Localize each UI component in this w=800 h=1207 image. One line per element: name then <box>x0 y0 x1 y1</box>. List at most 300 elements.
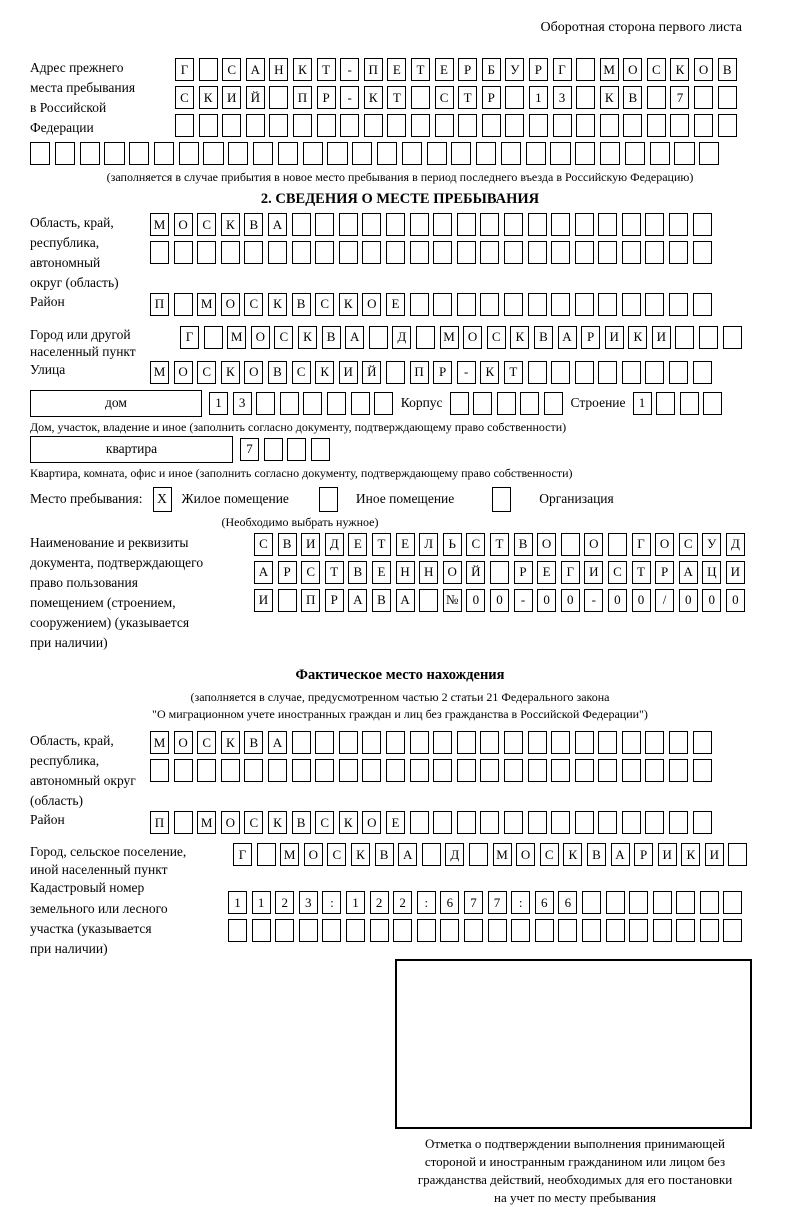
char-cell[interactable]: О <box>362 293 381 316</box>
char-cell[interactable] <box>433 241 452 264</box>
char-cell[interactable]: И <box>339 361 358 384</box>
char-cell[interactable] <box>718 86 737 109</box>
char-cell[interactable] <box>606 919 625 942</box>
char-cell[interactable] <box>693 759 712 782</box>
char-cell[interactable] <box>278 142 298 165</box>
char-cell[interactable] <box>450 392 469 415</box>
char-cell[interactable]: 6 <box>558 891 577 914</box>
char-cell[interactable]: П <box>301 589 320 612</box>
char-cell[interactable]: О <box>244 361 263 384</box>
char-cell[interactable] <box>377 142 397 165</box>
char-cell[interactable]: А <box>611 843 630 866</box>
char-cell[interactable] <box>387 114 406 137</box>
char-cell[interactable] <box>700 891 719 914</box>
char-cell[interactable] <box>501 142 521 165</box>
char-cell[interactable]: К <box>364 86 383 109</box>
char-cell[interactable] <box>482 114 501 137</box>
char-cell[interactable] <box>693 361 712 384</box>
char-cell[interactable]: В <box>372 589 391 612</box>
char-cell[interactable] <box>370 919 389 942</box>
char-cell[interactable]: Т <box>325 561 344 584</box>
char-cell[interactable] <box>480 293 499 316</box>
char-cell[interactable] <box>551 241 570 264</box>
oblast-row-2[interactable] <box>150 241 800 264</box>
prev-address-row-3[interactable] <box>175 114 800 137</box>
char-cell[interactable]: С <box>175 86 194 109</box>
char-cell[interactable] <box>311 438 330 461</box>
char-cell[interactable]: С <box>327 843 346 866</box>
char-cell[interactable]: Р <box>325 589 344 612</box>
char-cell[interactable] <box>299 919 318 942</box>
char-cell[interactable] <box>480 811 499 834</box>
char-cell[interactable]: М <box>150 731 169 754</box>
char-cell[interactable] <box>600 114 619 137</box>
house-number-cells[interactable] <box>209 392 398 415</box>
char-cell[interactable]: К <box>480 361 499 384</box>
char-cell[interactable]: О <box>251 326 270 349</box>
char-cell[interactable] <box>650 142 670 165</box>
char-cell[interactable]: К <box>681 843 700 866</box>
char-cell[interactable] <box>315 241 334 264</box>
char-cell[interactable]: И <box>222 86 241 109</box>
char-cell[interactable]: Р <box>317 86 336 109</box>
char-cell[interactable] <box>293 114 312 137</box>
char-cell[interactable]: 1 <box>228 891 247 914</box>
char-cell[interactable]: М <box>493 843 512 866</box>
char-cell[interactable] <box>451 142 471 165</box>
char-cell[interactable]: К <box>298 326 317 349</box>
char-cell[interactable] <box>480 241 499 264</box>
char-cell[interactable] <box>669 361 688 384</box>
char-cell[interactable] <box>575 142 595 165</box>
char-cell[interactable]: В <box>244 213 263 236</box>
char-cell[interactable] <box>269 86 288 109</box>
char-cell[interactable] <box>364 114 383 137</box>
char-cell[interactable] <box>386 213 405 236</box>
char-cell[interactable] <box>600 142 620 165</box>
char-cell[interactable]: 1 <box>633 392 652 415</box>
char-cell[interactable]: И <box>254 589 273 612</box>
char-cell[interactable] <box>504 241 523 264</box>
char-cell[interactable] <box>645 213 664 236</box>
char-cell[interactable] <box>154 142 174 165</box>
char-cell[interactable]: : <box>322 891 341 914</box>
char-cell[interactable] <box>386 759 405 782</box>
char-cell[interactable]: 6 <box>440 891 459 914</box>
char-cell[interactable] <box>327 142 347 165</box>
char-cell[interactable] <box>647 114 666 137</box>
char-cell[interactable] <box>280 392 299 415</box>
char-cell[interactable]: С <box>244 293 263 316</box>
char-cell[interactable] <box>718 114 737 137</box>
char-cell[interactable] <box>433 213 452 236</box>
char-cell[interactable]: 0 <box>726 589 745 612</box>
char-cell[interactable] <box>362 213 381 236</box>
char-cell[interactable] <box>598 213 617 236</box>
char-cell[interactable] <box>669 731 688 754</box>
char-cell[interactable] <box>645 293 664 316</box>
char-cell[interactable]: И <box>584 561 603 584</box>
char-cell[interactable] <box>179 142 199 165</box>
char-cell[interactable] <box>598 811 617 834</box>
char-cell[interactable] <box>246 114 265 137</box>
char-cell[interactable]: : <box>417 891 436 914</box>
char-cell[interactable] <box>416 326 435 349</box>
raion-row[interactable] <box>150 293 716 316</box>
char-cell[interactable]: М <box>227 326 246 349</box>
char-cell[interactable] <box>575 293 594 316</box>
char-cell[interactable]: А <box>558 326 577 349</box>
char-cell[interactable] <box>346 919 365 942</box>
char-cell[interactable]: Е <box>386 811 405 834</box>
char-cell[interactable] <box>264 438 283 461</box>
char-cell[interactable] <box>473 392 492 415</box>
char-cell[interactable] <box>676 919 695 942</box>
char-cell[interactable] <box>551 361 570 384</box>
char-cell[interactable]: 0 <box>702 589 721 612</box>
document-row-3[interactable] <box>254 589 800 612</box>
char-cell[interactable]: С <box>292 361 311 384</box>
gorod-row[interactable] <box>180 326 746 349</box>
char-cell[interactable] <box>575 759 594 782</box>
char-cell[interactable]: М <box>197 811 216 834</box>
document-row-2[interactable] <box>254 561 800 584</box>
char-cell[interactable]: Р <box>458 58 477 81</box>
char-cell[interactable]: С <box>540 843 559 866</box>
char-cell[interactable] <box>315 759 334 782</box>
char-cell[interactable]: О <box>463 326 482 349</box>
char-cell[interactable]: Д <box>325 533 344 556</box>
char-cell[interactable]: В <box>534 326 553 349</box>
char-cell[interactable] <box>469 843 488 866</box>
char-cell[interactable] <box>104 142 124 165</box>
char-cell[interactable] <box>204 326 223 349</box>
char-cell[interactable]: С <box>466 533 485 556</box>
char-cell[interactable]: Е <box>372 561 391 584</box>
char-cell[interactable]: - <box>584 589 603 612</box>
char-cell[interactable] <box>410 241 429 264</box>
char-cell[interactable] <box>417 919 436 942</box>
char-cell[interactable]: Й <box>466 561 485 584</box>
char-cell[interactable]: И <box>726 561 745 584</box>
char-cell[interactable] <box>339 241 358 264</box>
char-cell[interactable]: В <box>244 731 263 754</box>
char-cell[interactable] <box>174 811 193 834</box>
char-cell[interactable] <box>292 759 311 782</box>
char-cell[interactable]: А <box>345 326 364 349</box>
char-cell[interactable]: 0 <box>537 589 556 612</box>
char-cell[interactable]: 7 <box>464 891 483 914</box>
char-cell[interactable]: В <box>348 561 367 584</box>
char-cell[interactable]: К <box>221 731 240 754</box>
char-cell[interactable]: 1 <box>346 891 365 914</box>
char-cell[interactable] <box>575 811 594 834</box>
char-cell[interactable] <box>497 392 516 415</box>
char-cell[interactable] <box>528 241 547 264</box>
char-cell[interactable] <box>551 759 570 782</box>
prev-address-row-4[interactable] <box>30 142 800 165</box>
char-cell[interactable]: К <box>221 213 240 236</box>
char-cell[interactable] <box>221 759 240 782</box>
char-cell[interactable] <box>676 891 695 914</box>
char-cell[interactable]: В <box>587 843 606 866</box>
char-cell[interactable]: С <box>274 326 293 349</box>
checkbox-inoe[interactable] <box>319 487 338 512</box>
char-cell[interactable]: - <box>457 361 476 384</box>
char-cell[interactable] <box>422 843 441 866</box>
char-cell[interactable] <box>520 392 539 415</box>
char-cell[interactable]: С <box>197 731 216 754</box>
char-cell[interactable] <box>150 759 169 782</box>
char-cell[interactable]: О <box>655 533 674 556</box>
char-cell[interactable] <box>699 142 719 165</box>
char-cell[interactable]: О <box>174 731 193 754</box>
char-cell[interactable] <box>386 361 405 384</box>
char-cell[interactable]: 6 <box>535 891 554 914</box>
char-cell[interactable]: Д <box>726 533 745 556</box>
char-cell[interactable] <box>228 142 248 165</box>
char-cell[interactable]: О <box>174 213 193 236</box>
char-cell[interactable]: К <box>563 843 582 866</box>
char-cell[interactable] <box>645 759 664 782</box>
char-cell[interactable]: Н <box>396 561 415 584</box>
char-cell[interactable]: - <box>340 86 359 109</box>
char-cell[interactable]: Е <box>435 58 454 81</box>
char-cell[interactable]: О <box>584 533 603 556</box>
oblast-row-1[interactable] <box>150 213 800 236</box>
char-cell[interactable] <box>700 919 719 942</box>
char-cell[interactable]: О <box>537 533 556 556</box>
char-cell[interactable] <box>244 759 263 782</box>
char-cell[interactable]: С <box>197 213 216 236</box>
char-cell[interactable]: 7 <box>488 891 507 914</box>
char-cell[interactable] <box>526 142 546 165</box>
char-cell[interactable] <box>693 293 712 316</box>
char-cell[interactable] <box>362 759 381 782</box>
char-cell[interactable]: 0 <box>679 589 698 612</box>
char-cell[interactable]: 0 <box>632 589 651 612</box>
char-cell[interactable]: П <box>293 86 312 109</box>
char-cell[interactable]: Т <box>632 561 651 584</box>
char-cell[interactable]: Е <box>386 293 405 316</box>
char-cell[interactable] <box>606 891 625 914</box>
char-cell[interactable] <box>253 142 273 165</box>
char-cell[interactable] <box>129 142 149 165</box>
char-cell[interactable] <box>693 731 712 754</box>
fact-oblast-row-2[interactable] <box>150 759 800 782</box>
char-cell[interactable] <box>645 361 664 384</box>
char-cell[interactable]: М <box>280 843 299 866</box>
char-cell[interactable] <box>292 241 311 264</box>
char-cell[interactable] <box>504 293 523 316</box>
char-cell[interactable]: Е <box>537 561 556 584</box>
char-cell[interactable]: Р <box>655 561 674 584</box>
char-cell[interactable]: С <box>197 361 216 384</box>
char-cell[interactable]: 1 <box>209 392 228 415</box>
char-cell[interactable]: 3 <box>233 392 252 415</box>
char-cell[interactable] <box>315 213 334 236</box>
char-cell[interactable] <box>327 392 346 415</box>
char-cell[interactable]: 3 <box>553 86 572 109</box>
prev-address-row-2[interactable] <box>175 86 800 109</box>
char-cell[interactable]: Ь <box>443 533 462 556</box>
char-cell[interactable]: М <box>600 58 619 81</box>
char-cell[interactable]: 0 <box>466 589 485 612</box>
char-cell[interactable]: О <box>443 561 462 584</box>
char-cell[interactable] <box>440 919 459 942</box>
char-cell[interactable]: Г <box>233 843 252 866</box>
char-cell[interactable] <box>598 759 617 782</box>
document-row-1[interactable] <box>254 533 800 556</box>
ulitsa-row[interactable] <box>150 361 716 384</box>
char-cell[interactable] <box>362 241 381 264</box>
char-cell[interactable]: Г <box>632 533 651 556</box>
char-cell[interactable]: О <box>304 843 323 866</box>
char-cell[interactable] <box>252 919 271 942</box>
char-cell[interactable]: 7 <box>240 438 259 461</box>
char-cell[interactable]: К <box>268 293 287 316</box>
char-cell[interactable] <box>598 361 617 384</box>
checkbox-zhiloe[interactable]: X <box>153 487 172 512</box>
char-cell[interactable]: Д <box>392 326 411 349</box>
fact-gorod-row[interactable] <box>233 843 752 866</box>
char-cell[interactable] <box>504 759 523 782</box>
char-cell[interactable]: О <box>694 58 713 81</box>
char-cell[interactable]: Е <box>348 533 367 556</box>
char-cell[interactable]: М <box>150 361 169 384</box>
char-cell[interactable]: Р <box>529 58 548 81</box>
char-cell[interactable]: Й <box>362 361 381 384</box>
char-cell[interactable] <box>576 58 595 81</box>
char-cell[interactable]: К <box>315 361 334 384</box>
char-cell[interactable]: М <box>197 293 216 316</box>
char-cell[interactable]: 0 <box>561 589 580 612</box>
char-cell[interactable]: А <box>268 731 287 754</box>
char-cell[interactable] <box>222 114 241 137</box>
char-cell[interactable] <box>622 361 641 384</box>
char-cell[interactable] <box>582 919 601 942</box>
char-cell[interactable] <box>528 361 547 384</box>
char-cell[interactable]: С <box>647 58 666 81</box>
char-cell[interactable]: С <box>254 533 273 556</box>
char-cell[interactable] <box>598 731 617 754</box>
char-cell[interactable] <box>393 919 412 942</box>
char-cell[interactable]: К <box>351 843 370 866</box>
char-cell[interactable]: К <box>600 86 619 109</box>
char-cell[interactable] <box>315 731 334 754</box>
char-cell[interactable] <box>352 142 372 165</box>
char-cell[interactable]: Р <box>482 86 501 109</box>
char-cell[interactable]: Р <box>634 843 653 866</box>
char-cell[interactable]: В <box>268 361 287 384</box>
char-cell[interactable] <box>402 142 422 165</box>
char-cell[interactable]: Е <box>387 58 406 81</box>
char-cell[interactable] <box>669 759 688 782</box>
char-cell[interactable]: С <box>608 561 627 584</box>
char-cell[interactable] <box>435 114 454 137</box>
char-cell[interactable]: Т <box>317 58 336 81</box>
char-cell[interactable] <box>340 114 359 137</box>
char-cell[interactable] <box>433 759 452 782</box>
char-cell[interactable] <box>411 86 430 109</box>
char-cell[interactable] <box>490 561 509 584</box>
char-cell[interactable]: 0 <box>608 589 627 612</box>
char-cell[interactable] <box>362 731 381 754</box>
char-cell[interactable] <box>645 811 664 834</box>
char-cell[interactable]: О <box>221 293 240 316</box>
char-cell[interactable] <box>199 58 218 81</box>
char-cell[interactable] <box>457 293 476 316</box>
char-cell[interactable] <box>528 759 547 782</box>
char-cell[interactable]: И <box>658 843 677 866</box>
char-cell[interactable]: Т <box>387 86 406 109</box>
char-cell[interactable] <box>433 731 452 754</box>
char-cell[interactable] <box>575 241 594 264</box>
prev-address-row-1[interactable] <box>175 58 800 81</box>
char-cell[interactable] <box>653 919 672 942</box>
char-cell[interactable]: О <box>623 58 642 81</box>
char-cell[interactable] <box>174 241 193 264</box>
char-cell[interactable] <box>598 241 617 264</box>
char-cell[interactable] <box>317 114 336 137</box>
char-cell[interactable] <box>457 241 476 264</box>
char-cell[interactable] <box>505 114 524 137</box>
char-cell[interactable] <box>511 919 530 942</box>
char-cell[interactable] <box>197 759 216 782</box>
apartment-type-box[interactable]: квартира <box>30 436 233 463</box>
char-cell[interactable] <box>723 919 742 942</box>
char-cell[interactable] <box>582 891 601 914</box>
char-cell[interactable]: В <box>514 533 533 556</box>
checkbox-organizatsiya[interactable] <box>492 487 511 512</box>
char-cell[interactable] <box>203 142 223 165</box>
char-cell[interactable] <box>269 114 288 137</box>
char-cell[interactable]: В <box>278 533 297 556</box>
char-cell[interactable] <box>622 293 641 316</box>
char-cell[interactable] <box>669 293 688 316</box>
char-cell[interactable] <box>199 114 218 137</box>
kadastr-row-1[interactable] <box>228 891 800 914</box>
char-cell[interactable] <box>174 293 193 316</box>
char-cell[interactable]: № <box>443 589 462 612</box>
char-cell[interactable]: 2 <box>393 891 412 914</box>
char-cell[interactable] <box>480 213 499 236</box>
char-cell[interactable]: Т <box>411 58 430 81</box>
char-cell[interactable] <box>723 891 742 914</box>
char-cell[interactable] <box>150 241 169 264</box>
house-type-box[interactable]: дом <box>30 390 202 417</box>
char-cell[interactable] <box>433 811 452 834</box>
char-cell[interactable] <box>80 142 100 165</box>
char-cell[interactable] <box>433 293 452 316</box>
char-cell[interactable]: М <box>150 213 169 236</box>
char-cell[interactable] <box>457 731 476 754</box>
char-cell[interactable]: К <box>221 361 240 384</box>
char-cell[interactable] <box>386 241 405 264</box>
char-cell[interactable]: О <box>362 811 381 834</box>
char-cell[interactable] <box>480 731 499 754</box>
char-cell[interactable] <box>551 213 570 236</box>
char-cell[interactable]: Г <box>180 326 199 349</box>
char-cell[interactable]: 3 <box>299 891 318 914</box>
char-cell[interactable]: Й <box>246 86 265 109</box>
char-cell[interactable] <box>535 919 554 942</box>
char-cell[interactable]: Г <box>561 561 580 584</box>
char-cell[interactable] <box>221 241 240 264</box>
char-cell[interactable]: 1 <box>529 86 548 109</box>
char-cell[interactable] <box>670 114 689 137</box>
char-cell[interactable]: В <box>322 326 341 349</box>
